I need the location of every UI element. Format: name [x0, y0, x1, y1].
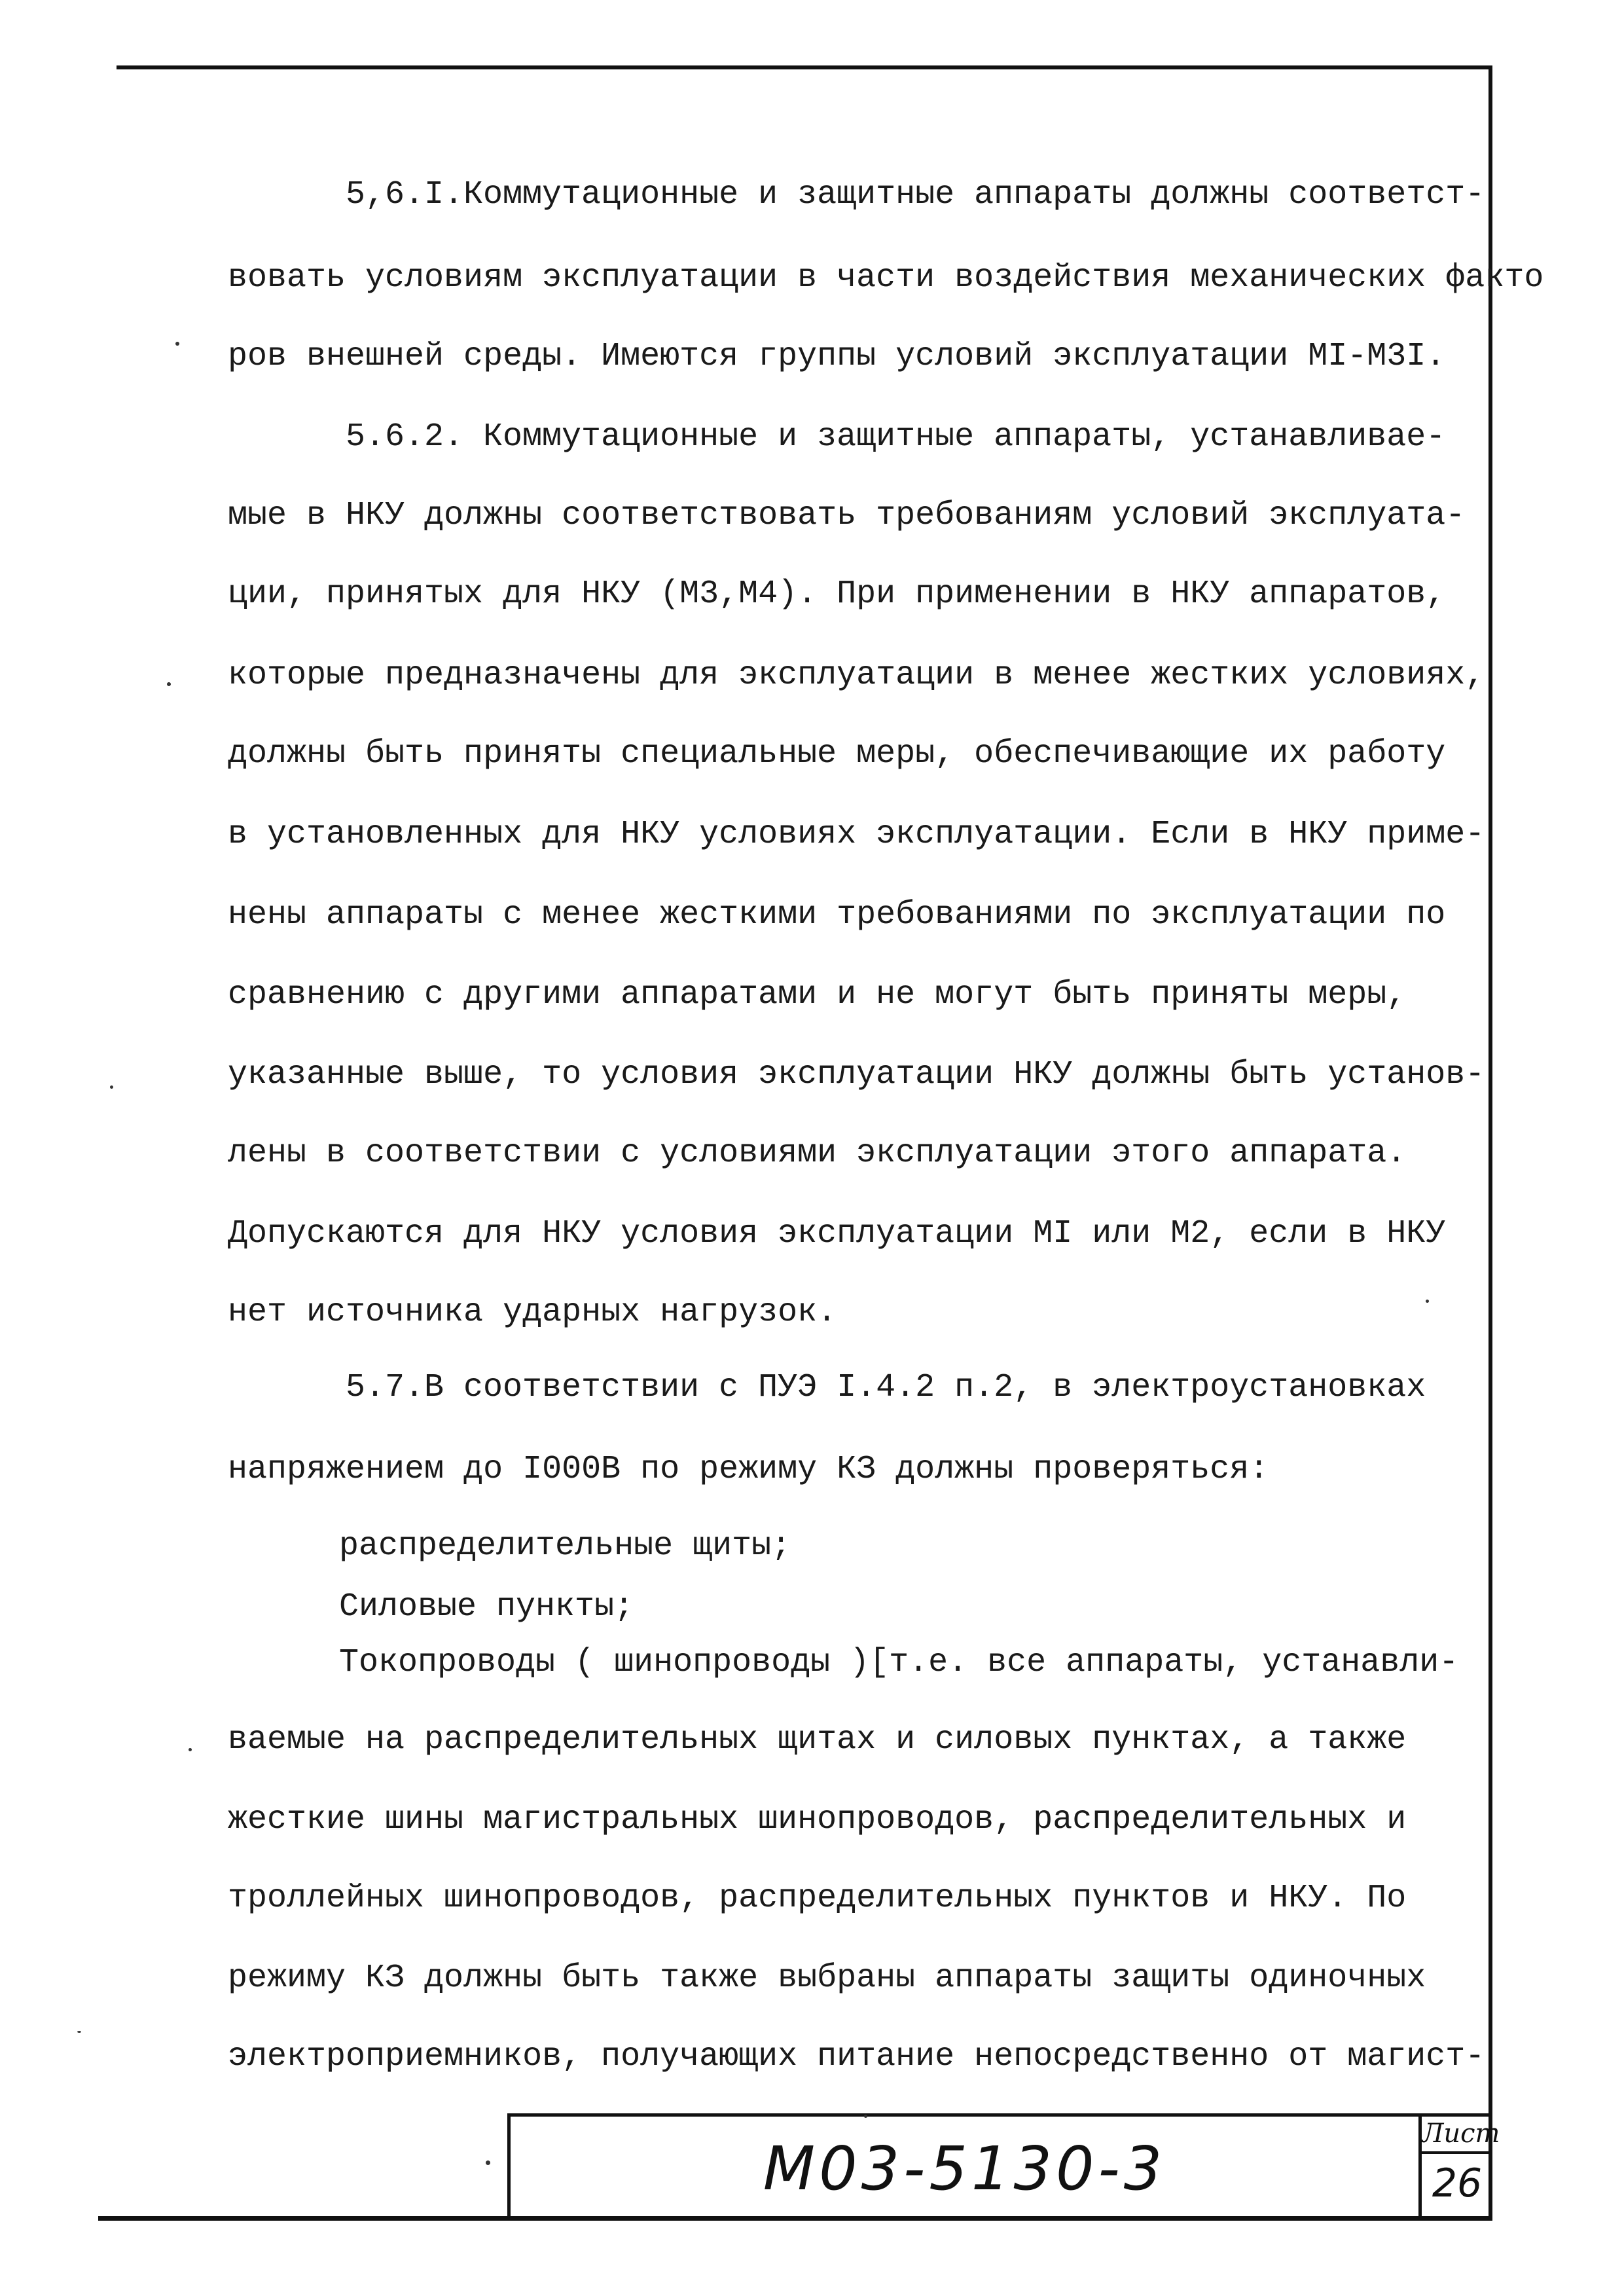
document-code: М03-5130-3: [763, 2134, 1166, 2204]
text-line: которые предназначены для эксплуатации в менее жестких условиях,: [228, 657, 1485, 694]
scan-speck: [189, 1748, 192, 1751]
text-line: распределительные щиты;: [339, 1527, 791, 1565]
text-line: Силовые пункты;: [339, 1588, 634, 1626]
text-line: нет источника ударных нагрузок.: [228, 1294, 837, 1331]
text-line: ваемые на распределительных щитах и силовых пунктах, а также: [228, 1721, 1407, 1758]
text-line: ров внешней среды. Имеются группы условий эксплуатации МI-М3I.: [228, 338, 1446, 375]
text-line: вовать условиям эксплуатации в части воздействия механических факто: [228, 259, 1544, 297]
frame-top-border: [117, 65, 1492, 69]
text-line: мые в НКУ должны соответствовать требованиям условий эксплуата-: [228, 497, 1466, 534]
scan-speck: [486, 2160, 490, 2165]
text-line: ции, принятых для НКУ (М3,М4). При применении в НКУ аппаратов,: [228, 575, 1446, 613]
text-line: должны быть приняты специальные меры, обеспечивающие их работу: [228, 735, 1446, 773]
scan-speck: [175, 342, 179, 346]
text-line: троллейных шинопроводов, распределительных пунктов и НКУ. По: [228, 1880, 1407, 1917]
scan-speck: [1426, 1300, 1429, 1303]
title-block: [507, 2113, 1500, 2219]
text-line: 5.7.В соответствии с ПУЭ I.4.2 п.2, в электроустановках: [346, 1369, 1426, 1406]
text-line: жесткие шины магистральных шинопроводов, распределительных и: [228, 1801, 1407, 1838]
text-line: лены в соответствии с условиями эксплуатации этого аппарата.: [228, 1135, 1407, 1172]
scan-speck: [77, 2031, 81, 2033]
text-line: нены аппараты с менее жесткими требованиями по эксплуатации по: [228, 896, 1446, 934]
text-line: сравнению с другими аппаратами и не могут быть приняты меры,: [228, 976, 1407, 1013]
sheet-label: Лист: [1422, 2119, 1500, 2149]
scan-speck: [167, 682, 171, 686]
text-line: электроприемников, получающих питание непосредственно от магист-: [228, 2038, 1485, 2075]
scan-speck: [110, 1085, 113, 1089]
text-line: указанные выше, то условия эксплуатации НКУ должны быть установ-: [228, 1056, 1485, 1093]
text-line: напряжением до I000В по режиму КЗ должны проверяться:: [228, 1451, 1269, 1488]
title-block-top-border: [507, 2113, 1492, 2117]
text-line: Токопроводы ( шинопроводы )[т.е. все аппараты, устанавли-: [339, 1644, 1459, 1681]
text-line: Допускаются для НКУ условия эксплуатации МI или М2, если в НКУ: [228, 1215, 1446, 1252]
frame-right-border: [1489, 65, 1492, 2219]
text-line: режиму КЗ должны быть также выбраны аппараты защиты одиночных: [228, 1959, 1426, 1997]
text-line: 5,6.I.Коммутационные и защитные аппараты должны соответст-: [346, 176, 1485, 213]
text-line: в установленных для НКУ условиях эксплуатации. Если в НКУ приме-: [228, 816, 1485, 853]
sheet-number: 26: [1432, 2160, 1483, 2206]
text-line: 5.6.2. Коммутационные и защитные аппараты, устанавливае-: [346, 418, 1446, 456]
scan-speck: [864, 2115, 867, 2118]
